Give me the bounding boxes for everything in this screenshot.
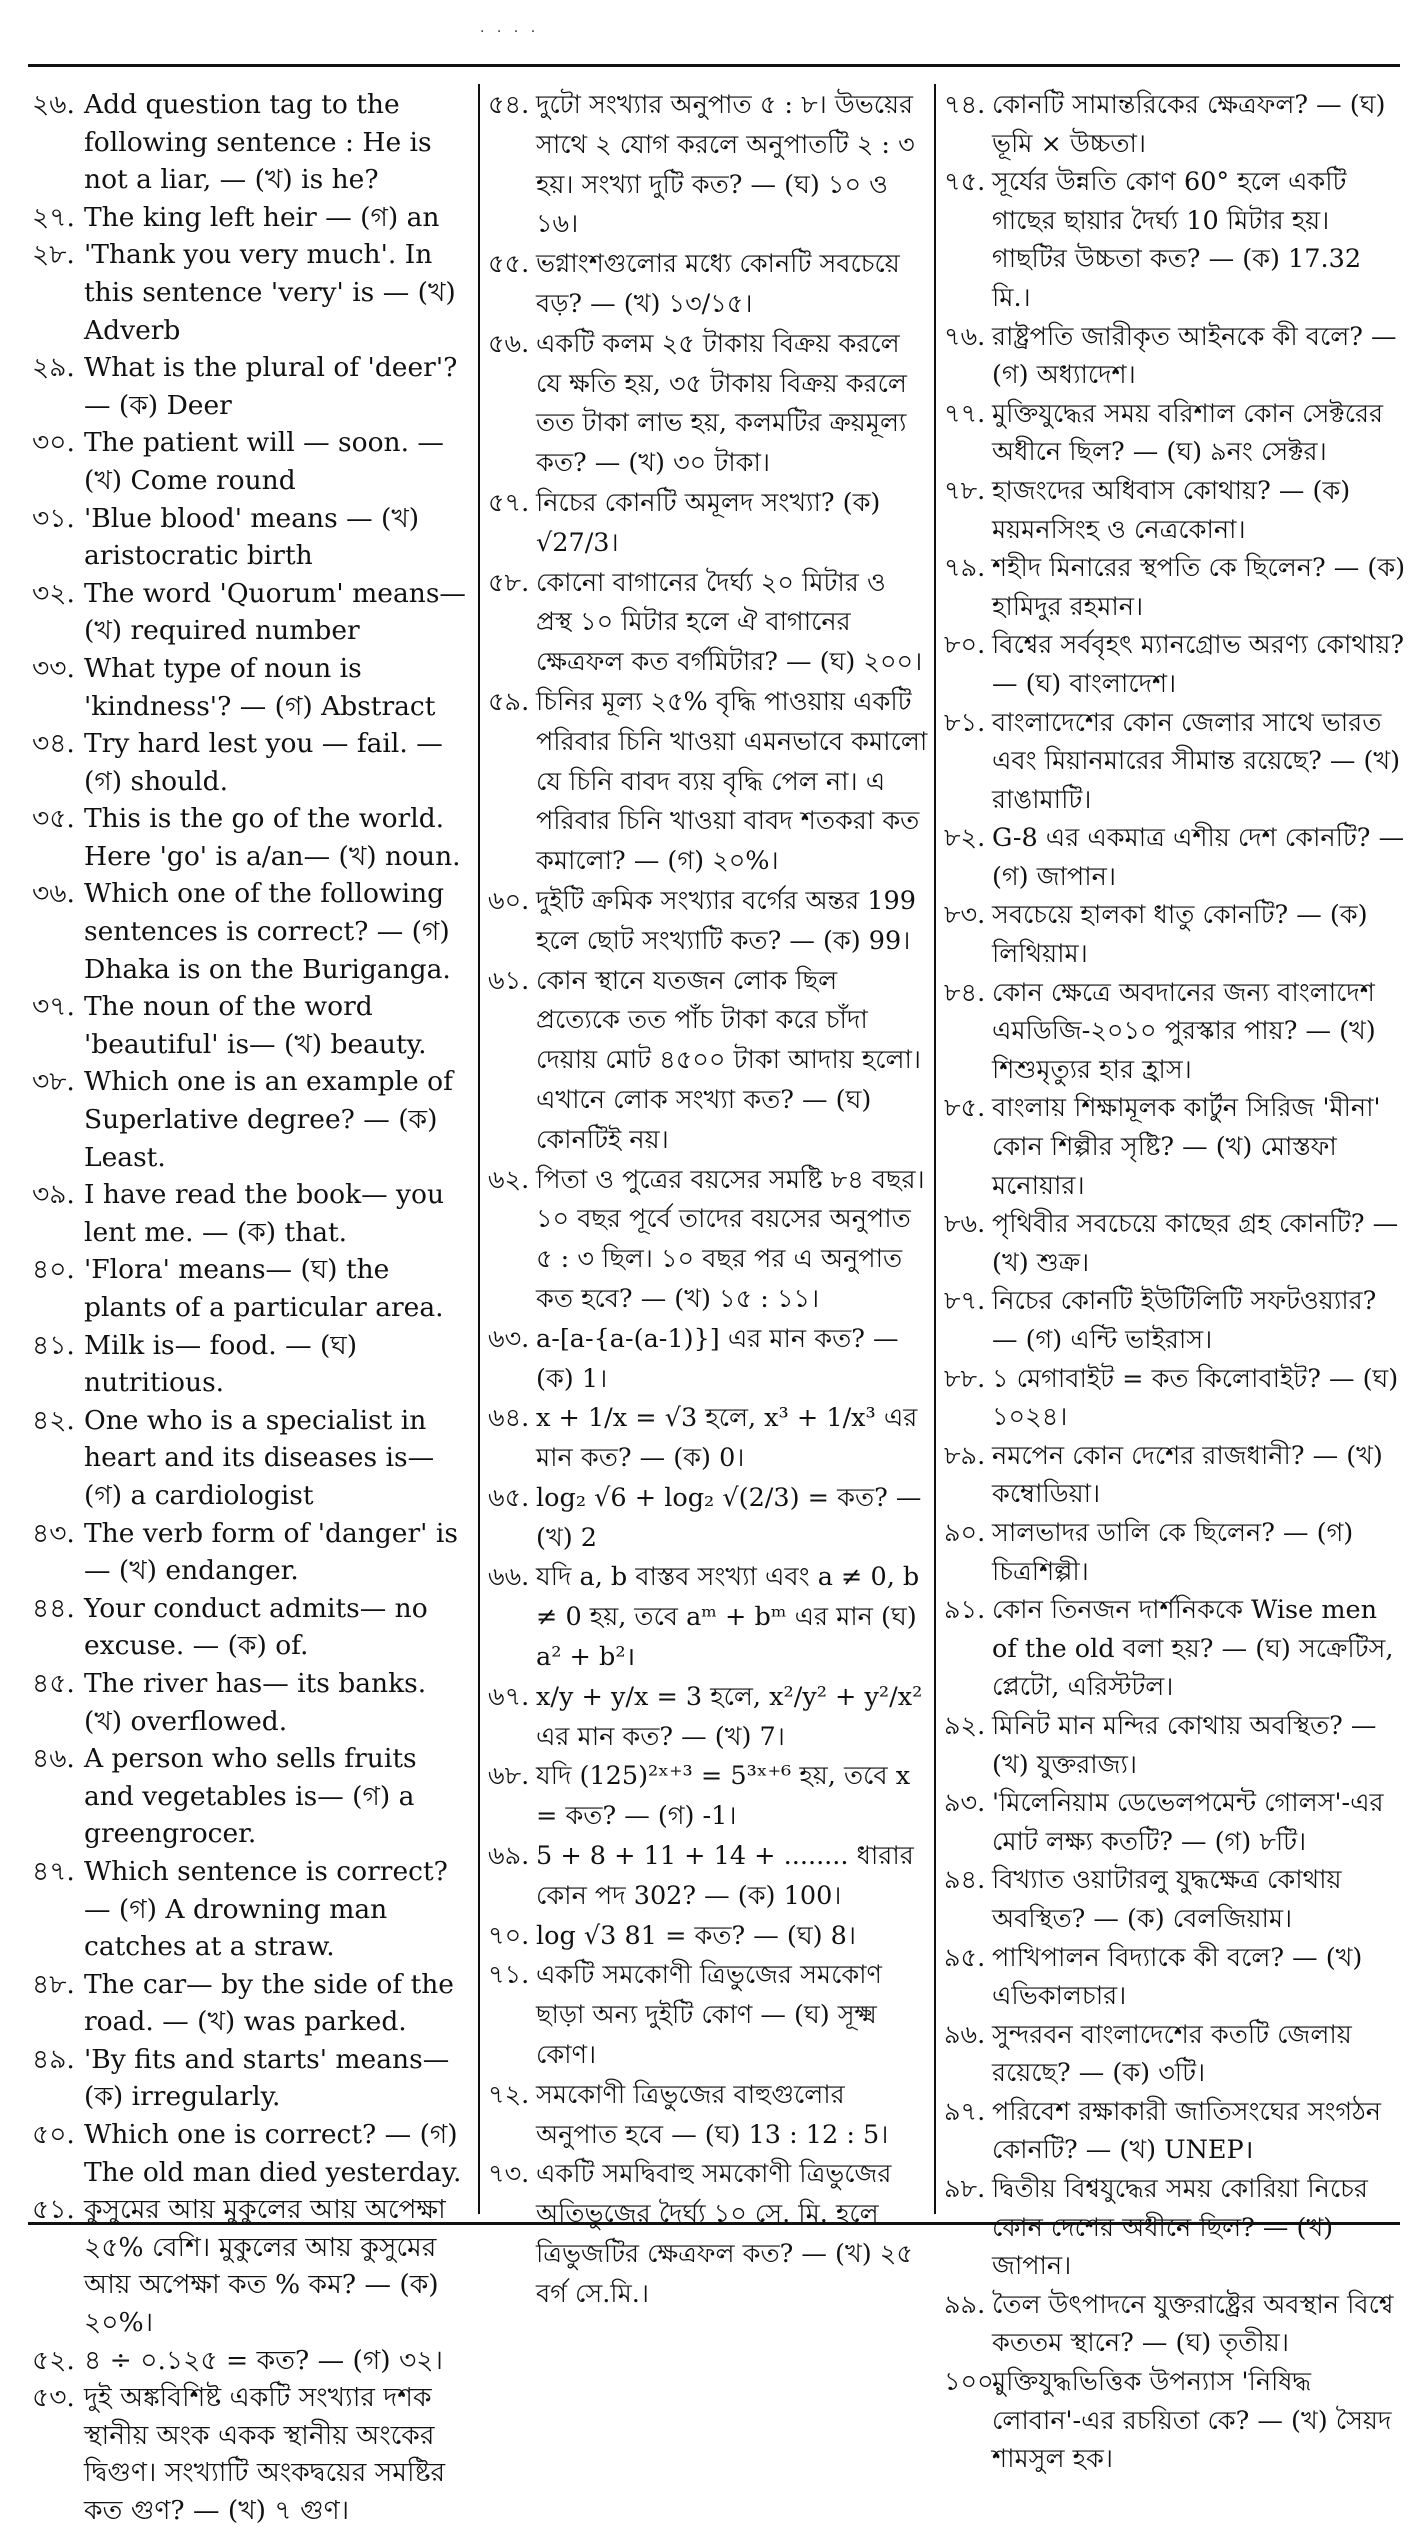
question-item xyxy=(944,1591,1406,1707)
question-item xyxy=(488,1837,928,1917)
question-item xyxy=(944,2093,1406,2170)
column-1 xyxy=(32,86,472,2526)
question-text: নিচের কোনটি ইউটিলিটি সফটওয়্যার? — (গ) এন্টি ভাইরাস। xyxy=(992,1286,1377,1355)
question-text: I have read the book— you lent me. — (ক) that. xyxy=(84,1179,445,1248)
question-number: ৬৯. xyxy=(488,1841,530,1872)
question-number: ৫৫. xyxy=(488,249,530,280)
question-text: কোনটি সামান্তরিকের ক্ষেত্রফল? — (ঘ) ভূমি × উচ্চতা। xyxy=(992,90,1386,159)
question-text: The car— by the side of the road. — (খ) was parked. xyxy=(84,1968,454,2038)
question-number: ৩৩. xyxy=(32,652,75,684)
question-text: মুক্তিযুদ্ধভিত্তিক উপন্যাস 'নিষিদ্ধ লোবান'-এর রচয়িতা কে? — (খ) সৈয়দ শামসুল হক। xyxy=(992,2367,1392,2475)
question-text: দুইটি ক্রমিক সংখ্যার বর্গের অন্তর 199 হলে ছোট সংখ্যাটি কত? — (ক) 99। xyxy=(536,885,916,956)
question-item xyxy=(944,1437,1406,1514)
question-number: ৪০. xyxy=(32,1254,75,1286)
question-text: বাংলাদেশের কোন জেলার সাথে ভারত এবং মিয়ানমারের সীমান্ত রয়েছে? — (খ) রাঙামাটি। xyxy=(992,707,1401,815)
question-item xyxy=(32,650,472,725)
column-divider xyxy=(478,84,480,2214)
question-item xyxy=(944,549,1406,626)
question-number: ২৯. xyxy=(32,352,75,384)
question-number: ৪১. xyxy=(32,1329,75,1361)
question-number: ৮৫. xyxy=(944,1093,986,1124)
question-item xyxy=(488,1161,928,1320)
question-text: Which sentence is correct? — (গ) A drowning man catches at a straw. xyxy=(84,1855,448,1963)
question-text: কুসুমের আয় মুকুলের আয় অপেক্ষা ২৫% বেশি। মুকুলের আয় কুসুমের আয় অপেক্ষা কত % কম? — (ক) ২০%। xyxy=(84,2194,446,2339)
question-text: দুটো সংখ্যার অনুপাত ৫ : ৮। উভয়ের সাথে ২ যোগ করলে অনুপাতটি ২ : ৩ হয়। সংখ্যা দুটি কত? — (ঘ) ১০ ও ১৬। xyxy=(536,90,915,240)
question-item xyxy=(32,1665,472,1740)
question-text: 'By fits and starts' means— (ক) irregularly. xyxy=(84,2043,450,2113)
question-number: ৮১. xyxy=(944,707,986,738)
question-text: একটি সমকোণী ত্রিভুজের সমকোণ ছাড়া অন্য দুইটি কোণ — (ঘ) সূক্ষ্ম কোণ। xyxy=(536,1960,882,2071)
question-number: ৮৪. xyxy=(944,977,986,1008)
question-item xyxy=(944,1360,1406,1437)
question-text: 'Blue blood' means — (খ) aristocratic birth xyxy=(84,502,420,572)
question-item xyxy=(944,2016,1406,2093)
question-item xyxy=(32,1515,472,1590)
question-number: ৬২. xyxy=(488,1164,530,1195)
question-item xyxy=(488,245,928,325)
question-number: ৮৮. xyxy=(944,1363,986,1394)
column-3 xyxy=(944,86,1406,2475)
question-number: ৬৬. xyxy=(488,1562,530,1593)
question-number: ৬৭. xyxy=(488,1681,530,1712)
question-item xyxy=(488,1558,928,1677)
question-text: কোন স্থানে যতজন লোক ছিল প্রত্যেকে তত পাঁচ টাকা করে চাঁদা দেয়ায় মোট ৪৫০০ টাকা আদায় হলো। এখানে লোক সংখ্যা কত? — (ঘ) কোনটিই নয়। xyxy=(536,965,921,1155)
question-text: একটি সমদ্বিবাহু সমকোণী ত্রিভুজের অতিভুজের দৈর্ঘ্য ১০ সে. মি. হলে ত্রিভুজটির ক্ষেত্রফল কত? — (খ) ২৫ বর্গ সে.মি.। xyxy=(536,2159,913,2309)
question-text: Which one is an example of Superlative degree? — (ক) Least. xyxy=(84,1066,453,1173)
question-text: The verb form of 'danger' is— (খ) endanger. xyxy=(84,1517,458,1587)
question-item xyxy=(944,2363,1406,2479)
question-item xyxy=(488,2076,928,2156)
question-number: ৯৬. xyxy=(944,2019,986,2050)
question-number: ৪৭. xyxy=(32,1855,75,1887)
question-item xyxy=(944,1784,1406,1861)
question-number: ৪৯. xyxy=(32,2043,75,2075)
question-item xyxy=(488,2155,928,2314)
question-item xyxy=(32,1590,472,1665)
question-number: ৭১. xyxy=(488,1960,530,1991)
question-text: কোন তিনজন দার্শনিককে Wise men of the old বলা হয়? — (ঘ) সক্রেটিস, প্লেটো, এরিস্টটল। xyxy=(992,1595,1394,1703)
question-number: ৯২. xyxy=(944,1710,986,1741)
question-number: ৮৯. xyxy=(944,1440,986,1471)
question-item xyxy=(32,1740,472,1853)
question-item xyxy=(944,163,1406,317)
question-text: What type of noun is 'kindness'? — (গ) Abstract xyxy=(84,652,436,722)
question-text: সমকোণী ত্রিভুজের বাহুগুলোর অনুপাত হবে — (ঘ) 13 : 12 : 5। xyxy=(536,2079,889,2150)
question-item xyxy=(944,472,1406,549)
question-item xyxy=(488,1678,928,1758)
question-number: ৭৬. xyxy=(944,321,986,352)
question-number: ২৭. xyxy=(32,201,75,233)
question-number: ৩৪. xyxy=(32,728,75,760)
question-text: দ্বিতীয় বিশ্বযুদ্ধের সময় কোরিয়া নিচের কোন দেশের অধীনে ছিল? — (খ) জাপান। xyxy=(992,2174,1368,2282)
question-number: ৪৩. xyxy=(32,1517,75,1549)
question-number: ৫৪. xyxy=(488,90,530,120)
question-text: One who is a specialist in heart and its diseases is— (গ) a cardiologist xyxy=(84,1404,435,1511)
question-number: ৭৪. xyxy=(944,90,986,120)
question-text: ১ মেগাবাইট = কত কিলোবাইট? — (ঘ) ১০২৪। xyxy=(992,1363,1399,1433)
question-number: ৮৬. xyxy=(944,1209,986,1240)
question-number: ৭৭. xyxy=(944,398,986,429)
question-number: ৮২. xyxy=(944,823,986,854)
question-number: ৪৪. xyxy=(32,1592,75,1624)
question-number: ৪৬. xyxy=(32,1743,75,1775)
question-number: ৭২. xyxy=(488,2079,530,2110)
question-item xyxy=(488,1917,928,1957)
question-text: The river has— its banks. (খ) overflowed. xyxy=(84,1667,427,1737)
question-number: ৭৮. xyxy=(944,475,986,506)
question-text: ভগ্নাংশগুলোর মধ্যে কোনটি সবচেয়ে বড়? — (খ) ১৩/১৫। xyxy=(536,249,900,319)
question-text: Milk is— food. — (ঘ) nutritious. xyxy=(84,1329,358,1399)
question-text: কোনো বাগানের দৈর্ঘ্য ২০ মিটার ও প্রস্থ ১০ মিটার হলে ঐ বাগানের ক্ষেত্রফল কত বর্গমিটার? — (ঘ) ২০০। xyxy=(536,567,923,678)
question-item xyxy=(944,626,1406,703)
question-text: পৃথিবীর সবচেয়ে কাছের গ্রহ কোনটি? — (খ) শুক্র। xyxy=(992,1209,1399,1278)
question-number: ৯৮. xyxy=(944,2174,986,2205)
question-number: ৩৮. xyxy=(32,1066,75,1098)
question-item xyxy=(488,1399,928,1479)
question-number: ৫৯. xyxy=(488,686,530,717)
question-text: সবচেয়ে হালকা ধাতু কোনটি? — (ক) লিথিয়াম। xyxy=(992,900,1368,970)
question-number: ৯৯. xyxy=(944,2289,986,2320)
question-item xyxy=(32,1966,472,2041)
question-number: ৫৭. xyxy=(488,487,530,518)
question-text: বিশ্বের সর্ববৃহৎ ম্যানগ্রোভ অরণ্য কোথায়? — (ঘ) বাংলাদেশ। xyxy=(992,630,1405,699)
question-text: যদি a, b বাস্তব সংখ্যা এবং a ≠ 0, b ≠ 0 হয়, তবে aᵐ + bᵐ এর মান (ঘ) a² + b²। xyxy=(536,1562,920,1673)
question-number: ৯৩. xyxy=(944,1788,986,1819)
question-item xyxy=(944,1707,1406,1784)
question-item xyxy=(32,1251,472,1326)
question-item xyxy=(944,2286,1406,2363)
question-text: সুন্দরবন বাংলাদেশের কতটি জেলায় রয়েছে? — (ক) ৩টি। xyxy=(992,2019,1352,2089)
question-item xyxy=(944,1939,1406,2016)
question-item xyxy=(32,86,472,199)
question-item xyxy=(32,349,472,424)
question-text: বাংলায় শিক্ষামূলক কার্টুন সিরিজ 'মীনা' কোন শিল্পীর সৃষ্টি? — (খ) মোস্তফা মনোয়ার। xyxy=(992,1093,1381,1201)
question-number: ৬৮. xyxy=(488,1761,530,1792)
question-text: x/y + y/x = 3 হলে, x²/y² + y²/x² এর মান কত? — (খ) 7। xyxy=(536,1681,923,1752)
question-number: ৯৫. xyxy=(944,1942,986,1973)
question-text: বিখ্যাত ওয়াটারলু যুদ্ধক্ষেত্র কোথায় অবস্থিত? — (ক) বেলজিয়াম। xyxy=(992,1865,1342,1934)
question-number: ৪২. xyxy=(32,1404,75,1436)
question-item xyxy=(32,725,472,800)
question-text: একটি কলম ২৫ টাকায় বিক্রয় করলে যে ক্ষতি হয়, ৩৫ টাকায় বিক্রয় করলে তত টাকা লাভ হয়, কলমটির ক্রয়মূল্য কত? — (খ) ৩০ টাকা। xyxy=(536,328,907,479)
question-number: ৪৮. xyxy=(32,1968,75,2000)
question-text: পাখিপালন বিদ্যাকে কী বলে? — (খ) এভিকালচার। xyxy=(992,1942,1363,2012)
question-item xyxy=(32,2379,472,2529)
question-text: মিনিট মান মন্দির কোথায় অবস্থিত? — (খ) যুক্তরাজ্য। xyxy=(992,1710,1377,1780)
question-number: ৩৭. xyxy=(32,991,75,1023)
question-text: হাজংদের অধিবাস কোথায়? — (ক) ময়মনসিংহ ও নেত্রকোনা। xyxy=(992,475,1351,545)
question-item xyxy=(32,2342,472,2380)
question-item xyxy=(32,500,472,575)
question-number: ৯১. xyxy=(944,1595,986,1626)
question-item xyxy=(944,1205,1406,1282)
question-number: ৯০. xyxy=(944,1517,986,1548)
question-number: ৭৯. xyxy=(944,553,986,584)
question-text: পরিবেশ রক্ষাকারী জাতিসংঘের সংগঠন কোনটি? — (খ) UNEP। xyxy=(992,2096,1381,2166)
question-item xyxy=(32,1327,472,1402)
question-item xyxy=(944,1861,1406,1938)
question-item xyxy=(32,2191,472,2341)
question-item xyxy=(32,875,472,988)
question-text: সূর্যের উন্নতি কোণ 60° হলে একটি গাছের ছায়ার দৈর্ঘ্য 10 মিটার হয়। গাছটির উচ্চতা কত? — (ক) 17.32 মি.। xyxy=(992,167,1362,313)
question-number: ৩০. xyxy=(32,427,75,459)
bottom-rule xyxy=(28,2222,1400,2225)
question-number: ৫৩. xyxy=(32,2382,75,2414)
question-text: G-8 এর একমাত্র এশীয় দেশ কোনটি? — (গ) জাপান। xyxy=(992,823,1405,892)
question-text: 'Flora' means— (ঘ) the plants of a particular area. xyxy=(84,1254,444,1323)
question-item xyxy=(944,896,1406,973)
question-text: শহীদ মিনারের স্থপতি কে ছিলেন? — (ক) হামিদুর রহমান। xyxy=(992,553,1406,622)
question-number: ৬১. xyxy=(488,965,530,996)
question-item xyxy=(488,564,928,683)
question-item xyxy=(32,988,472,1063)
question-item xyxy=(944,1514,1406,1591)
question-number: ৭০. xyxy=(488,1920,530,1951)
question-text: The patient will — soon. — (খ) Come round xyxy=(84,427,444,496)
question-number: ৫২. xyxy=(32,2344,75,2376)
question-item xyxy=(488,1479,928,1559)
question-number: ৭৩. xyxy=(488,2159,530,2190)
question-number: ৫০. xyxy=(32,2119,75,2151)
question-text: 'Thank you very much'. In this sentence 'very' is — (খ) Adverb xyxy=(84,239,456,346)
question-item xyxy=(32,1853,472,1966)
question-item xyxy=(944,318,1406,395)
question-item xyxy=(32,1402,472,1515)
question-number: ৮০. xyxy=(944,630,986,661)
question-text: a-[a-{a-(a-1)}] এর মান কত? — (ক) 1। xyxy=(536,1323,899,1394)
question-item xyxy=(32,199,472,237)
question-text: সালভাদর ডালি কে ছিলেন? — (গ) চিত্রশিল্পী। xyxy=(992,1517,1354,1587)
question-item xyxy=(32,800,472,875)
question-item xyxy=(944,1089,1406,1205)
question-text: log √3 81 = কত? — (ঘ) 8। xyxy=(536,1920,856,1951)
question-text: log₂ √6 + log₂ √(2/3) = কত? — (খ) 2 xyxy=(536,1482,922,1553)
question-text: ৪ ÷ ০.১২৫ = কত? — (গ) ৩২। xyxy=(84,2344,443,2376)
question-item xyxy=(488,683,928,882)
question-number: ৯৭. xyxy=(944,2096,986,2127)
question-number: ৩২. xyxy=(32,577,75,609)
question-number: ৯৪. xyxy=(944,1865,986,1896)
question-text: চিনির মূল্য ২৫% বৃদ্ধি পাওয়ায় একটি পরিবার চিনি খাওয়া এমনভাবে কমালো যে চিনি বাবদ ব্যয় বৃদ্ধি পেল না। এ পরিবার চিনি খাওয়া বাবদ শতকরা কত কমালো? — (গ) ২০%। xyxy=(536,686,928,877)
question-number: ৭৫. xyxy=(944,167,986,198)
question-item xyxy=(32,2041,472,2116)
question-number: ২৮. xyxy=(32,239,75,271)
question-item xyxy=(488,484,928,564)
question-item xyxy=(488,86,928,245)
question-text: x + 1/x = √3 হলে, x³ + 1/x³ এর মান কত? — (ক) 0। xyxy=(536,1403,918,1474)
question-item xyxy=(944,2170,1406,2286)
question-number: ৮৭. xyxy=(944,1286,986,1317)
question-item xyxy=(488,1956,928,2075)
question-text: Which one of the following sentences is correct? — (গ) Dhaka is on the Buriganga. xyxy=(84,878,451,985)
question-text: যদি (125)²ˣ⁺³ = 5³ˣ⁺⁶ হয়, তবে x = কত? — (গ) -1। xyxy=(536,1761,911,1832)
question-text: Your conduct admits— no excuse. — (ক) of. xyxy=(84,1592,428,1662)
question-number: ৪৫. xyxy=(32,1667,75,1699)
question-text: 'মিলেনিয়াম ডেভেলপমেন্ট গোলস'-এর মোট লক্ষ্য কতটি? — (গ) ৮টি। xyxy=(992,1788,1384,1857)
question-item xyxy=(32,236,472,349)
question-text: দুই অঙ্কবিশিষ্ট একটি সংখ্যার দশক স্থানীয় অংক একক স্থানীয় অংকের দ্বিগুণ। সংখ্যাটি অংকদ্বয়ের সমষ্টির কত গুণ? — (খ) ৭ গুণ। xyxy=(84,2382,446,2526)
question-item xyxy=(944,395,1406,472)
question-item xyxy=(944,1282,1406,1359)
question-number: ৬৪. xyxy=(488,1403,530,1434)
question-item xyxy=(488,1320,928,1400)
question-text: What is the plural of 'deer'? — (ক) Deer xyxy=(84,352,458,421)
top-rule xyxy=(28,64,1400,67)
question-number: ৩১. xyxy=(32,502,75,534)
question-item xyxy=(944,704,1406,820)
page-header-dots: . . . . xyxy=(480,20,540,36)
question-number: ৩৫. xyxy=(32,803,75,835)
question-item xyxy=(488,1757,928,1837)
question-item xyxy=(32,1063,472,1176)
question-text: A person who sells fruits and vegetables is— (গ) a greengrocer. xyxy=(84,1743,417,1850)
question-text: তৈল উৎপাদনে যুক্তরাষ্ট্রের অবস্থান বিশ্বে কততম স্থানে? — (ঘ) তৃতীয়। xyxy=(992,2289,1394,2359)
column-2 xyxy=(488,86,928,2309)
question-text: কোন ক্ষেত্রে অবদানের জন্য বাংলাদেশ এমডিজি-২০১০ পুরস্কার পায়? — (খ) শিশুমৃত্যুর হার হ্রাস। xyxy=(992,977,1376,1085)
question-text: This is the go of the world. Here 'go' is a/an— (খ) noun. xyxy=(84,803,461,872)
question-text: পিতা ও পুত্রের বয়সের সমষ্টি ৮৪ বছর। ১০ বছর পূর্বে তাদের বয়সের অনুপাত ৫ : ৩ ছিল। ১০ বছর পর এ অনুপাত কত হবে? — (খ) ১৫ : ১১। xyxy=(536,1164,925,1314)
question-number: ৫১. xyxy=(32,2194,75,2226)
question-number: ১০০. xyxy=(944,2367,1002,2398)
question-item xyxy=(32,2116,472,2191)
question-text: Which one is correct? — (গ) The old man died yesterday. xyxy=(84,2119,462,2188)
question-item xyxy=(32,1176,472,1251)
question-text: Add question tag to the following sentence : He is not a liar, — (খ) is he? xyxy=(84,89,432,196)
question-item xyxy=(32,424,472,499)
question-number: ৬০. xyxy=(488,885,530,916)
question-text: 5 + 8 + 11 + 14 + ........ ধারার কোন পদ 302? — (ক) 100। xyxy=(536,1841,914,1911)
question-text: নমপেন কোন দেশের রাজধানী? — (খ) কম্বোডিয়া। xyxy=(992,1440,1383,1510)
question-text: নিচের কোনটি অমূলদ সংখ্যা? (ক) √27/3। xyxy=(536,487,881,558)
question-text: The noun of the word 'beautiful' is— (খ) beauty. xyxy=(84,991,427,1060)
question-item xyxy=(488,325,928,484)
question-item xyxy=(944,819,1406,896)
question-item xyxy=(944,974,1406,1090)
question-item xyxy=(488,882,928,962)
question-number: ২৬. xyxy=(32,89,75,120)
question-text: Try hard lest you — fail. — (গ) should. xyxy=(84,728,443,797)
column-divider xyxy=(934,84,936,2214)
question-number: ৫৮. xyxy=(488,567,530,598)
question-number: ৫৬. xyxy=(488,328,530,359)
question-item xyxy=(944,86,1406,163)
question-item xyxy=(488,962,928,1161)
question-number: ৩৬. xyxy=(32,878,75,910)
question-number: ৮৩. xyxy=(944,900,986,931)
question-text: The word 'Quorum' means— (খ) required number xyxy=(84,577,466,647)
question-item xyxy=(32,575,472,650)
question-number: ৩৯. xyxy=(32,1179,75,1211)
question-number: ৬৫. xyxy=(488,1482,530,1513)
question-text: The king left heir — (গ) an xyxy=(84,201,440,233)
question-text: রাষ্ট্রপতি জারীকৃত আইনকে কী বলে? — (গ) অধ্যাদেশ। xyxy=(992,321,1397,391)
question-number: ৬৩. xyxy=(488,1323,530,1354)
question-text: মুক্তিযুদ্ধের সময় বরিশাল কোন সেক্টরের অধীনে ছিল? — (ঘ) ৯নং সেক্টর। xyxy=(992,398,1384,468)
